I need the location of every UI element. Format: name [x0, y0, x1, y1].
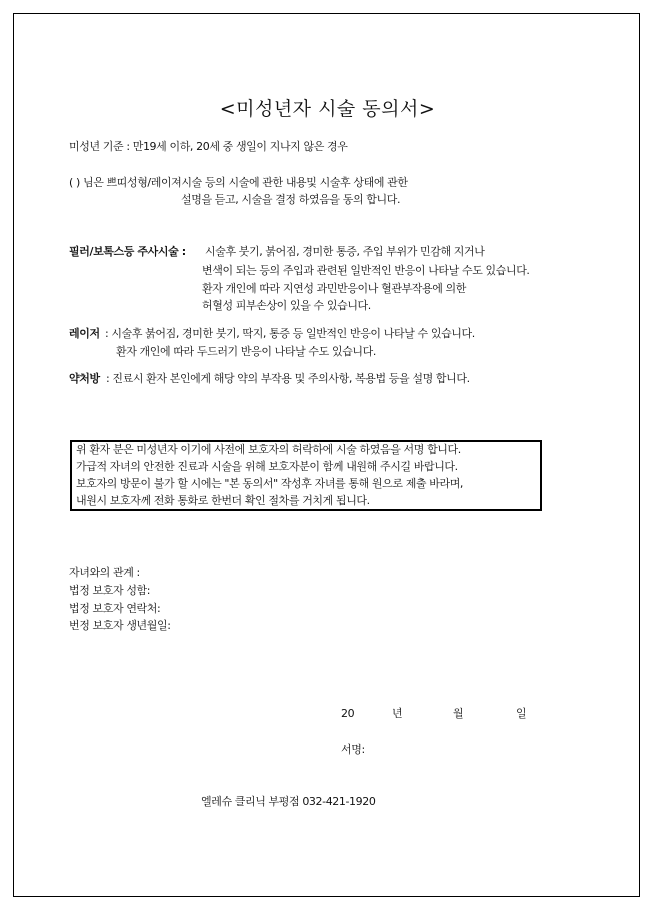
relation-field-label: 자녀와의 관계 : — [69, 566, 140, 579]
filler-line-2: 변색이 되는 등의 주입과 관련된 일반적인 반응이 나타날 수도 있습니다. — [202, 264, 530, 277]
filler-line-3: 환자 개인에 따라 지연성 과민반응이나 혈관부작용에 의한 — [202, 282, 467, 295]
date-month-label: 월 — [453, 707, 464, 720]
filler-section-label: 필러/보톡스등 주사시술 : — [69, 245, 186, 258]
laser-section-label: 레이저 — [69, 327, 100, 340]
laser-line-2: 환자 개인에 따라 두드러기 반응이 나타날 수도 있습니다. — [116, 345, 376, 358]
laser-line-1: : 시술후 붉어짐, 경미한 붓기, 딱지, 통증 등 일반적인 반응이 나타날 수 있습니다. — [105, 327, 475, 340]
filler-line-1: 시술후 붓기, 붉어짐, 경미한 통증, 주입 부위가 민감해 지거나 — [205, 245, 485, 258]
consent-statement-line-2: 설명을 듣고, 시술을 결정 하였음을 동의 합니다. — [181, 193, 401, 206]
consent-statement-line-1: ( ) 님은 쁘띠성형/레이져시술 등의 시술에 관한 내용및 시술후 상태에 관한 — [69, 176, 408, 189]
notice-line-3: 보호자의 방문이 불가 할 시에는 "본 동의서" 작성후 자녀를 통해 원으로 제출 바라며, — [76, 477, 464, 490]
consent-form-page — [13, 13, 640, 897]
date-year-label: 년 — [392, 707, 403, 720]
clinic-info: 엘레슈 클리닉 부평점 032-421-1920 — [201, 795, 376, 808]
medication-line-1: : 진료시 환자 본인에게 해당 약의 부작용 및 주의사항, 복용법 등을 설명 합니다. — [106, 372, 470, 385]
date-day-label: 일 — [516, 707, 527, 720]
guardian-contact-label: 법정 보호자 연락처: — [69, 602, 161, 615]
signature-label: 서명: — [341, 743, 365, 756]
filler-line-4: 허혈성 피부손상이 있을 수 있습니다. — [202, 299, 371, 312]
minor-definition: 미성년 기준 : 만19세 이하, 20세 중 생일이 지나지 않은 경우 — [69, 140, 348, 153]
guardian-name-label: 법정 보호자 성함: — [69, 584, 151, 597]
page-title: <미성년자 시술 동의서> — [219, 98, 436, 120]
notice-line-1: 위 환자 분은 미성년자 이기에 사전에 보호자의 허락하에 시술 하였음을 서명 합니다. — [76, 443, 461, 456]
notice-line-2: 가급적 자녀의 안전한 진료과 시술을 위해 보호자분이 함께 내원해 주시길 바랍니다. — [76, 460, 458, 473]
notice-line-4: 내원시 보호자께 전화 통화로 한번더 확인 절차를 거치게 됩니다. — [76, 494, 370, 507]
guardian-notice-box — [70, 440, 542, 511]
guardian-birthdate-label: 번정 보호자 생년월일: — [69, 619, 171, 632]
date-year-prefix: 20 — [341, 707, 355, 720]
medication-section-label: 약처방 — [69, 372, 100, 385]
